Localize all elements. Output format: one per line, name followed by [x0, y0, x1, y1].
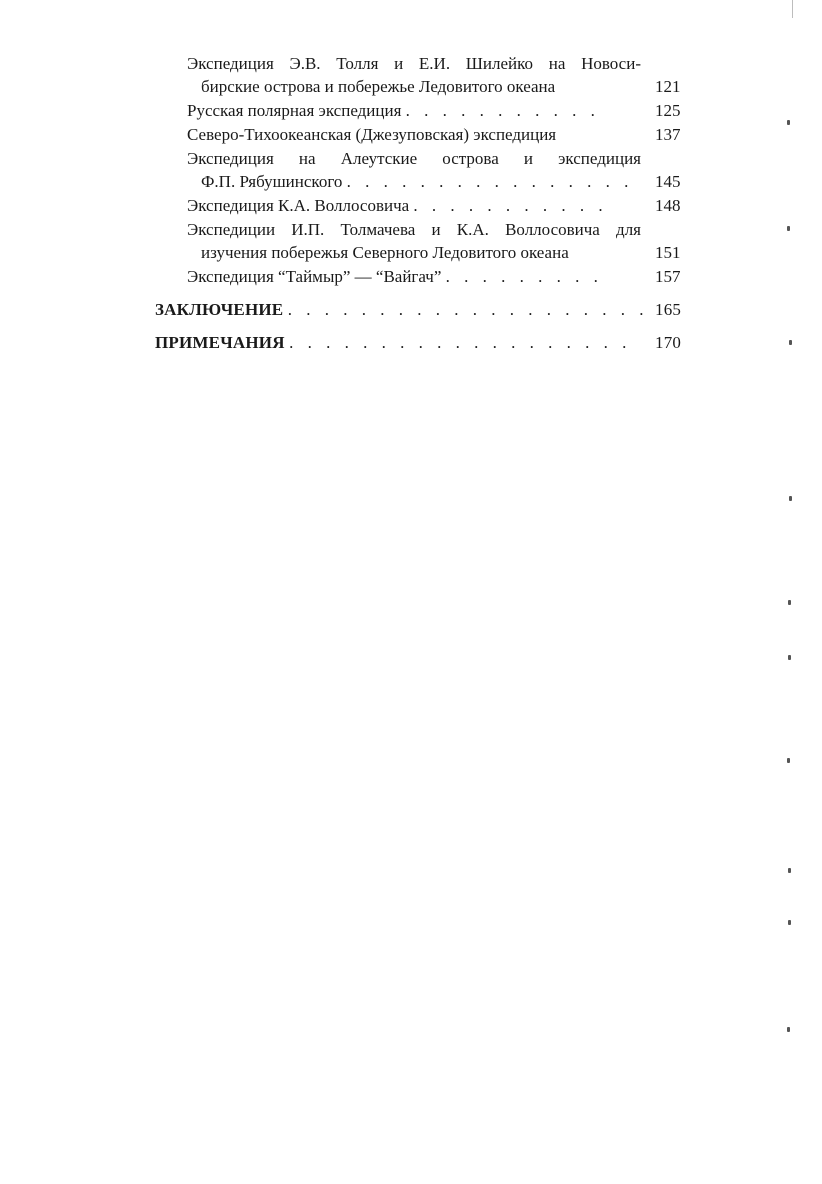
toc-entry-title: Северо-Тихоокеанская (Джезуповская) экспедиция — [187, 125, 557, 144]
scan-speck — [787, 1027, 790, 1032]
table-of-contents — [155, 52, 691, 355]
toc-entry-title-line2: бирские острова и побережье Ледовитого океана — [201, 77, 556, 96]
toc-entry-title: Русская полярная экспедиция — [187, 101, 402, 120]
toc-section-leader-dots: . . . . . . . . . . . . . . . . . . . . — [287, 300, 649, 319]
toc-section-page-number: 170 — [655, 333, 682, 352]
scan-speck — [788, 920, 791, 925]
toc-entry-title-line1: Экспедиции И.П. Толмачева и К.А. Воллосовича для — [187, 220, 641, 239]
toc-entry-title-line1: Экспедиция на Алеутские острова и экспедиция — [187, 149, 641, 168]
toc-entry[interactable] — [155, 265, 691, 288]
scan-speck — [789, 340, 792, 345]
toc-entry-page-number: 157 — [655, 267, 681, 286]
toc-entry[interactable] — [155, 52, 691, 98]
toc-entry-leader-dots: . . . . . . . . . . . . . . . . — [346, 172, 634, 191]
toc-section-title: ПРИМЕЧАНИЯ — [155, 333, 285, 352]
toc-section-title: ЗАКЛЮЧЕНИЕ — [155, 300, 284, 319]
toc-entry-page-number: 148 — [655, 196, 681, 215]
toc-entry-page-number: 145 — [655, 172, 681, 191]
toc-entry[interactable] — [155, 147, 691, 193]
toc-entry-title-line2: Ф.П. Рябушинского — [201, 172, 343, 191]
toc-entry-page-number: 137 — [655, 125, 681, 144]
toc-entry[interactable] — [155, 123, 691, 146]
toc-entry[interactable] — [155, 194, 691, 217]
toc-entry-leader-dots: . . . . . . . . . — [445, 267, 603, 286]
scan-speck — [788, 868, 791, 873]
toc-entry[interactable] — [155, 99, 691, 122]
scan-speck — [788, 600, 791, 605]
toc-entry-leader-dots: . . . . . . . . . . . — [413, 196, 608, 215]
toc-entry-title-line2: изучения побережья Северного Ледовитого океана — [201, 243, 569, 262]
toc-section-leader-dots: . . . . . . . . . . . . . . . . . . . — [289, 333, 632, 352]
scan-edge-mark — [792, 0, 793, 18]
toc-entry-page-number: 151 — [655, 243, 681, 262]
scan-speck — [787, 120, 790, 125]
scan-speck — [787, 758, 790, 763]
scan-speck — [787, 226, 790, 231]
scan-speck — [788, 655, 791, 660]
toc-entry-leader-dots: . . . . . . . . . . . — [405, 101, 600, 120]
toc-entry-page-number: 125 — [655, 101, 681, 120]
scan-speck — [789, 496, 792, 501]
toc-section-conclusion[interactable] — [155, 298, 691, 321]
toc-entry-title-line1: Экспедиция Э.В. Толля и Е.И. Шилейко на Новоси- — [187, 54, 641, 73]
toc-entry[interactable] — [155, 218, 691, 264]
toc-entry-title: Экспедиция К.А. Воллосовича — [187, 196, 410, 215]
toc-entry-title: Экспедиция “Таймыр” — “Вайгач” — [187, 267, 442, 286]
toc-entry-page-number: 121 — [655, 77, 681, 96]
toc-section-notes[interactable] — [155, 331, 691, 354]
toc-section-page-number: 165 — [655, 300, 682, 319]
